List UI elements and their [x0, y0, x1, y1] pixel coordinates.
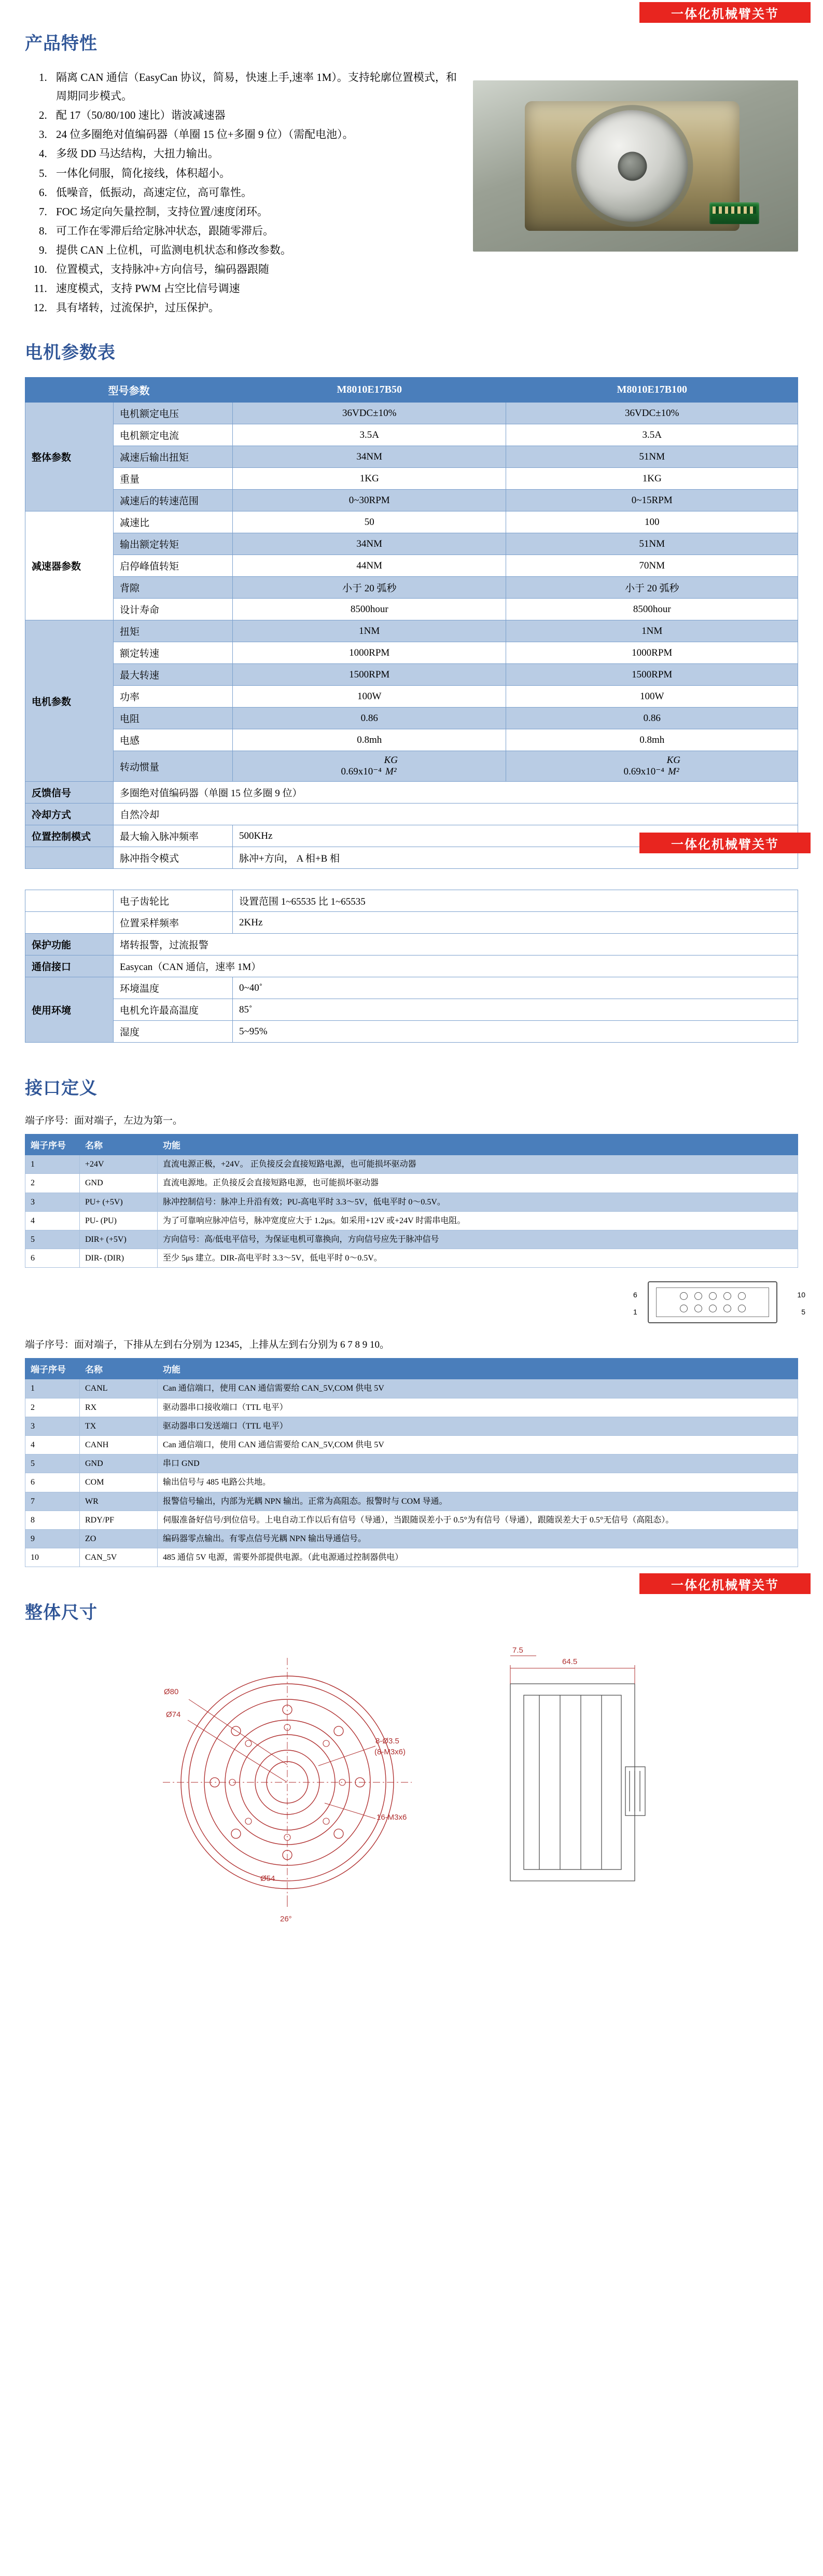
dim-label-d2: Ø74 — [165, 1710, 180, 1720]
param-value-1: 0.8mh — [233, 729, 506, 751]
pin-name: CAN_5V — [80, 1548, 158, 1567]
pin-no: 1 — [25, 1155, 80, 1174]
table-row — [25, 664, 798, 686]
pin-no: 2 — [25, 1174, 80, 1193]
pin-function: 驱动器串口发送端口（TTL 电平） — [158, 1417, 798, 1435]
pin-no: 8 — [25, 1511, 80, 1529]
col-header-pin-name: 名称 — [80, 1359, 158, 1379]
features-block — [25, 68, 798, 317]
pin-function: Can 通信端口，使用 CAN 通信需要给 CAN_5V,COM 供电 5V — [158, 1379, 798, 1398]
pin-hole-icon — [723, 1305, 731, 1312]
table-row — [25, 1211, 798, 1230]
pin-hole-icon — [680, 1292, 688, 1300]
param-value-2: 8500hour — [506, 599, 798, 620]
pin-hole-icon — [723, 1292, 731, 1300]
list-item: 7. FOC 场定向矢量控制，支持位置/速度闭环。 — [50, 202, 461, 221]
table-row — [25, 1155, 798, 1174]
pin-hole-icon — [694, 1292, 702, 1300]
actuator-body — [525, 101, 740, 231]
connector-row-upper — [662, 1292, 763, 1300]
col-header-pin-no: 端子序号 — [25, 1359, 80, 1379]
param-name: 重量 — [114, 468, 233, 490]
param-name: 电机额定电压 — [114, 403, 233, 424]
pin-no: 6 — [25, 1249, 80, 1268]
pin-hole-icon — [738, 1305, 746, 1312]
table-row — [25, 642, 798, 664]
param-value-full: 堵转报警，过流报警 — [114, 934, 798, 955]
table-row — [25, 804, 798, 825]
terminal-note-1: 端子序号：面对端子，左边为第一。 — [25, 1115, 183, 1127]
col-header-pin-no: 端子序号 — [25, 1134, 80, 1155]
table-row — [25, 751, 798, 782]
table-row — [25, 729, 798, 751]
list-item: 1. 隔离 CAN 通信（EasyCan 协议，简易，快速上手,速率 1M）。支持轮廓位置模式，和 周期同步模式。 — [50, 68, 461, 105]
table-row — [25, 1249, 798, 1268]
table-row — [25, 1193, 798, 1211]
table-row — [25, 424, 798, 446]
pin-function: 直流电源正极，+24V。 正负接反会直接短路电源，也可能损坏驱动器 — [158, 1155, 798, 1174]
table-row — [25, 446, 798, 468]
param-value-2: 1KG — [506, 468, 798, 490]
terminal-pin-table-2 — [25, 1358, 798, 1567]
pin-function: 输出信号与 485 电路公共地。 — [158, 1473, 798, 1492]
param-name: 电阻 — [114, 708, 233, 729]
param-name — [25, 912, 114, 934]
connector-label-top-left: 6 — [633, 1291, 637, 1299]
actuator-connector — [709, 202, 759, 224]
connector-inner — [656, 1287, 769, 1317]
pin-function: 直流电源地。正负接反会直接短路电源，也可能损坏驱动器 — [158, 1174, 798, 1193]
param-name: 额定转速 — [114, 642, 233, 664]
table-row — [25, 403, 798, 424]
param-subname: 电子齿轮比 — [114, 890, 233, 912]
param-value-2: 3.5A — [506, 424, 798, 446]
list-item: 11. 速度模式，支持 PWM 占空比信号调速 — [50, 279, 461, 298]
inertia-unit-1 — [384, 755, 398, 778]
table-row — [25, 782, 798, 804]
inertia-unit-2 — [667, 755, 680, 778]
param-name: 功率 — [114, 686, 233, 708]
dim-label-d6: Ø54 — [260, 1874, 275, 1883]
table-row — [25, 555, 798, 577]
param-value-full: 5~95% — [233, 1021, 798, 1043]
pin-name: RDY/PF — [80, 1511, 158, 1529]
pin-name: +24V — [80, 1155, 158, 1174]
banner-lower: 一体化机械臂关节 — [639, 1573, 811, 1594]
param-name: 减速后的转速范围 — [114, 490, 233, 511]
param-value-2: 51NM — [506, 533, 798, 555]
table-row — [25, 955, 798, 977]
dim-label-angle: 26° — [280, 1915, 292, 1924]
param-value-2 — [506, 751, 798, 782]
param-value-2: 小于 20 弧秒 — [506, 577, 798, 599]
table-row — [25, 577, 798, 599]
list-item: 6. 低噪音，低振动，高速定位，高可靠性。 — [50, 183, 461, 202]
table-row — [25, 1548, 798, 1567]
pin-name: CANH — [80, 1435, 158, 1454]
param-value-2: 0.86 — [506, 708, 798, 729]
param-value-1: 34NM — [233, 446, 506, 468]
pin-hole-icon — [694, 1305, 702, 1312]
pin-function: 伺服准备好信号/到位信号。上电自动工作以后有信号（导通），当跟随误差小于 0.5°为有信号（导通），跟随误差大于 0.5°无信号（高阻态）。 — [158, 1511, 798, 1529]
table-header-row — [25, 378, 798, 403]
pin-name: TX — [80, 1417, 158, 1435]
pin-name: RX — [80, 1398, 158, 1417]
param-value-2: 1500RPM — [506, 664, 798, 686]
inertia-value-1: 0.69x10⁻⁴ — [341, 766, 382, 778]
param-name: 使用环境 — [25, 977, 114, 1043]
table-header-row — [25, 1134, 798, 1155]
pin-hole-icon — [709, 1305, 717, 1312]
pin-name: PU+ (+5V) — [80, 1193, 158, 1211]
list-item: 3. 24 位多圈绝对值编码器（单圈 15 位+多圈 9 位）（需配电池）。 — [50, 125, 461, 144]
table-row — [25, 912, 798, 934]
param-value-1: 0.86 — [233, 708, 506, 729]
param-value-1: 1500RPM — [233, 664, 506, 686]
col-header-m50: M8010E17B50 — [233, 378, 506, 403]
param-name: 启停峰值转矩 — [114, 555, 233, 577]
pin-name: ZO — [80, 1529, 158, 1548]
table-row — [25, 999, 798, 1021]
param-value-1: 44NM — [233, 555, 506, 577]
banner-top: 一体化机械臂关节 — [639, 2, 811, 23]
pin-name: GND — [80, 1174, 158, 1193]
param-value-2: 70NM — [506, 555, 798, 577]
dim-label-d3: 8-Ø3.5 — [375, 1737, 399, 1746]
param-value-full: 设置范围 1~65535 比 1~65535 — [233, 890, 798, 912]
param-value-2: 100W — [506, 686, 798, 708]
pin-name: CANL — [80, 1379, 158, 1398]
pin-name: WR — [80, 1492, 158, 1511]
side-view-drawing — [474, 1637, 692, 1928]
connector-label-top-right: 10 — [797, 1291, 805, 1299]
list-item: 2. 配 17（50/80/100 速比）谐波减速器 — [50, 106, 461, 124]
pin-no: 1 — [25, 1379, 80, 1398]
pin-no: 4 — [25, 1211, 80, 1230]
pin-function: 编码器零点输出。有零点信号光耦 NPN 输出导通信号。 — [158, 1529, 798, 1548]
pin-hole-icon — [738, 1292, 746, 1300]
pin-no: 7 — [25, 1492, 80, 1511]
param-value-full: 0~40˚ — [233, 977, 798, 999]
pin-no: 5 — [25, 1230, 80, 1249]
pin-function: 脉冲控制信号：脉冲上升沿有效；PU-高电平时 3.3～5V，低电平时 0～0.5V。 — [158, 1193, 798, 1211]
page-title-features: 产品特性 — [25, 34, 97, 53]
list-item: 5. 一体化伺服，简化接线，体积超小。 — [50, 164, 461, 183]
table-row — [25, 1379, 798, 1398]
table-row — [25, 599, 798, 620]
param-value-2: 1NM — [506, 620, 798, 642]
list-item: 12. 具有堵转，过流保护，过压保护。 — [50, 298, 461, 317]
motor-parameters-table-continued — [25, 890, 798, 1043]
param-value-2: 0.8mh — [506, 729, 798, 751]
actuator-hub — [618, 151, 647, 181]
connector-row-lower — [662, 1305, 763, 1312]
group-label: 减速器参数 — [25, 511, 114, 620]
param-name: 减速比 — [114, 511, 233, 533]
param-subname: 环境温度 — [114, 977, 233, 999]
top-banner-area — [0, 0, 823, 29]
col-header-model: 型号参数 — [25, 378, 233, 403]
motor-parameters-table — [25, 377, 798, 869]
col-header-pin-func: 功能 — [158, 1359, 798, 1379]
param-subname: 位置采样频率 — [114, 912, 233, 934]
lower-banner-area — [0, 1567, 823, 1598]
table-row — [25, 1174, 798, 1193]
terminal-note-2: 端子序号：面对端子，下排从左到右分别为 12345，上排从左到右分别为 6 7 8 9 10。 — [25, 1339, 390, 1351]
pin-no: 10 — [25, 1548, 80, 1567]
param-value-2: 100 — [506, 511, 798, 533]
param-subname: 湿度 — [114, 1021, 233, 1043]
param-name: 冷却方式 — [25, 804, 114, 825]
param-name: 最大转速 — [114, 664, 233, 686]
param-subname: 电机允许最高温度 — [114, 999, 233, 1021]
pin-no: 5 — [25, 1455, 80, 1473]
table-row — [25, 1529, 798, 1548]
page-title-interface: 接口定义 — [25, 1078, 97, 1099]
table-row — [25, 890, 798, 912]
param-value-2: 51NM — [506, 446, 798, 468]
param-name: 通信接口 — [25, 955, 114, 977]
param-name: 设计寿命 — [114, 599, 233, 620]
table-row — [25, 468, 798, 490]
list-item: 8. 可工作在零滞后给定脉冲状态，跟随零滞后。 — [50, 221, 461, 240]
table-header-row — [25, 1359, 798, 1379]
inertia-value-2: 0.69x10⁻⁴ — [623, 766, 664, 778]
param-name: 转动惯量 — [114, 751, 233, 782]
list-item: 4. 多级 DD 马达结构，大扭力输出。 — [50, 144, 461, 163]
inertia-unit-2-bot: M² — [668, 766, 679, 778]
table-row — [25, 1230, 798, 1249]
pin-no: 3 — [25, 1417, 80, 1435]
param-subname: 脉冲指令模式 — [114, 847, 233, 869]
inertia-unit-2-top: KG — [666, 755, 681, 766]
table-row — [25, 1511, 798, 1529]
dim-label-d1: Ø80 — [163, 1687, 178, 1697]
pin-no: 2 — [25, 1398, 80, 1417]
pin-function: 为了可靠响应脉冲信号，脉冲宽度应大于 1.2μs。如采用+12V 或+24V 时需串电阻。 — [158, 1211, 798, 1230]
param-value-1: 1NM — [233, 620, 506, 642]
inertia-unit-1-bot: M² — [385, 766, 397, 778]
table-row — [25, 490, 798, 511]
pin-name: DIR- (DIR) — [80, 1249, 158, 1268]
inertia-unit-1-top: KG — [384, 755, 398, 766]
pin-name: PU- (PU) — [80, 1211, 158, 1230]
pin-hole-icon — [709, 1292, 717, 1300]
page-title-dimensions: 整体尺寸 — [25, 1603, 97, 1623]
param-value-full: 500KHz — [233, 825, 798, 847]
param-name: 保护功能 — [25, 934, 114, 955]
param-value-full: 2KHz — [233, 912, 798, 934]
param-value-1 — [233, 751, 506, 782]
list-item: 9. 提供 CAN 上位机，可监测电机状态和修改参数。 — [50, 241, 461, 259]
pin-no: 6 — [25, 1473, 80, 1492]
table-row — [25, 1492, 798, 1511]
pin-function: 报警信号输出，内部为光耦 NPN 输出。正常为高阻态。报警时与 COM 导通。 — [158, 1492, 798, 1511]
table-row — [25, 1473, 798, 1492]
col-header-pin-name: 名称 — [80, 1134, 158, 1155]
param-value-1: 8500hour — [233, 599, 506, 620]
list-item: 10. 位置模式，支持脉冲+方向信号，编码器跟随 — [50, 260, 461, 279]
table-row — [25, 511, 798, 533]
pin-no: 4 — [25, 1435, 80, 1454]
dim-label-total: 64.5 — [562, 1657, 577, 1667]
pin-no: 9 — [25, 1529, 80, 1548]
table-row — [25, 1398, 798, 1417]
pin-name: COM — [80, 1473, 158, 1492]
banner-middle: 一体化机械臂关节 — [639, 833, 811, 853]
pin-hole-icon — [680, 1305, 688, 1312]
param-value-1: 小于 20 弧秒 — [233, 577, 506, 599]
param-subname: 最大输入脉冲频率 — [114, 825, 233, 847]
table-row — [25, 533, 798, 555]
param-value-full: 脉冲+方向， A 相+B 相 — [233, 847, 798, 869]
connector-label-bottom-right: 5 — [801, 1308, 805, 1317]
pin-function: 串口 GND — [158, 1455, 798, 1473]
group-label: 电机参数 — [25, 620, 114, 782]
param-value-2: 36VDC±10% — [506, 403, 798, 424]
pin-no: 3 — [25, 1193, 80, 1211]
param-name: 电机额定电流 — [114, 424, 233, 446]
feature-list — [25, 68, 461, 317]
front-view-drawing — [132, 1637, 453, 1928]
table-row — [25, 1455, 798, 1473]
pin-name: GND — [80, 1455, 158, 1473]
param-name — [25, 847, 114, 869]
dim-label-d4: (8-M3x6) — [374, 1748, 406, 1757]
param-name: 减速后输出扭矩 — [114, 446, 233, 468]
param-value-1: 0~30RPM — [233, 490, 506, 511]
param-value-1: 1KG — [233, 468, 506, 490]
table-row — [25, 620, 798, 642]
dimension-drawings — [25, 1637, 798, 1928]
terminal-pin-table-1 — [25, 1134, 798, 1268]
param-name: 扭矩 — [114, 620, 233, 642]
param-value-1: 100W — [233, 686, 506, 708]
actuator-ring — [577, 110, 688, 221]
param-value-1: 50 — [233, 511, 506, 533]
pin-function: 至少 5μs 建立。DIR-高电平时 3.3～5V，低电平时 0～0.5V。 — [158, 1249, 798, 1268]
param-name: 输出额定转矩 — [114, 533, 233, 555]
param-value-1: 1000RPM — [233, 642, 506, 664]
param-value-1: 34NM — [233, 533, 506, 555]
param-value-1: 36VDC±10% — [233, 403, 506, 424]
param-value-full: 多圈绝对值编码器（单圈 15 位多圈 9 位） — [114, 782, 798, 804]
col-header-m100: M8010E17B100 — [506, 378, 798, 403]
group-label: 整体参数 — [25, 403, 114, 511]
param-value-1: 3.5A — [233, 424, 506, 446]
table-row — [25, 686, 798, 708]
param-value-2: 1000RPM — [506, 642, 798, 664]
table-row — [25, 708, 798, 729]
table-row — [25, 1021, 798, 1043]
param-value-full: 自然冷却 — [114, 804, 798, 825]
table-row — [25, 977, 798, 999]
connector-label-bottom-left: 1 — [633, 1308, 637, 1317]
pin-function: 485 通信 5V 电源，需要外部提供电源。（此电源通过控制器供电） — [158, 1548, 798, 1567]
pin-function: 方向信号：高/低电平信号，为保证电机可靠换向，方向信号应先于脉冲信号 — [158, 1230, 798, 1249]
pin-name: DIR+ (+5V) — [80, 1230, 158, 1249]
table-row — [25, 1435, 798, 1454]
param-value-2: 0~15RPM — [506, 490, 798, 511]
pin-function: 驱动器串口接收端口（TTL 电平） — [158, 1398, 798, 1417]
param-name — [25, 890, 114, 912]
table-row — [25, 934, 798, 955]
param-name: 位置控制模式 — [25, 825, 114, 847]
param-name: 背隙 — [114, 577, 233, 599]
pin-function: Can 通信端口，使用 CAN 通信需要给 CAN_5V,COM 供电 5V — [158, 1435, 798, 1454]
param-value-full: Easycan（CAN 通信，速率 1M） — [114, 955, 798, 977]
param-value-full: 85˚ — [233, 999, 798, 1021]
table-row — [25, 1417, 798, 1435]
param-name: 反馈信号 — [25, 782, 114, 804]
param-name: 电感 — [114, 729, 233, 751]
col-header-pin-func: 功能 — [158, 1134, 798, 1155]
connector-shell — [648, 1281, 777, 1323]
product-photo — [473, 80, 798, 252]
connector-diagram — [627, 1281, 805, 1323]
dim-label-d5: 16-M3x6 — [376, 1813, 407, 1822]
dim-label-top: 7.5 — [512, 1646, 523, 1655]
page-title-motor-params: 电机参数表 — [25, 343, 116, 363]
